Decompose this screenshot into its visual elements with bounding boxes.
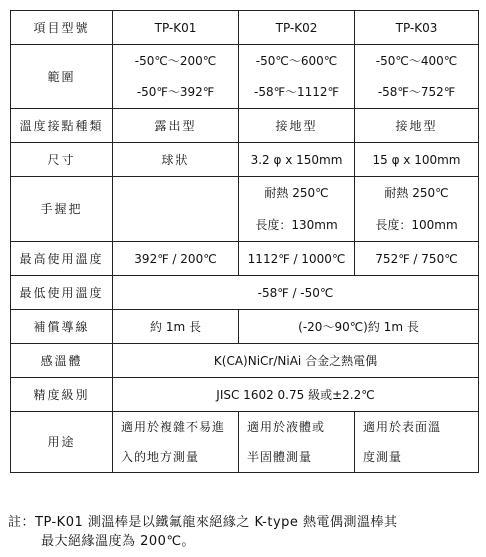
header-row (11, 11, 479, 45)
compensation-wire-k01: 約 1m 長 (113, 310, 239, 344)
range-fahrenheit-k01: -50℉～392℉ (136, 85, 215, 100)
usage-k01-line1: 適用於複雜不易進 (121, 420, 226, 434)
footnote-line-1: 註：TP-K01 測溫棒是以鐵氟龍來絕緣之 K-type 熱電偶測溫棒其 (8, 515, 398, 530)
range-fahrenheit-k03: -58℉～752℉ (377, 85, 456, 100)
junction-type-row (11, 109, 479, 143)
min-temp-row (11, 276, 479, 310)
range-celsius-k01: -50℃～200℃ (134, 53, 217, 68)
handle-cell-k02 (239, 177, 355, 242)
size-label: 尺寸 (11, 143, 113, 177)
handle-k01 (113, 177, 239, 242)
handle-heat-k02: 耐熱 250℃ (264, 186, 329, 200)
size-row (11, 143, 479, 177)
compensation-wire-row (11, 310, 479, 344)
range-cell-k02 (239, 45, 355, 109)
max-temp-k02: 1112℉ / 1000℃ (239, 242, 355, 276)
handle-row (11, 177, 479, 242)
range-label: 範圍 (11, 45, 113, 109)
footnote-line-2: 最大絕緣溫度為 200℃。 (41, 534, 196, 549)
usage-cell-k02 (239, 412, 355, 473)
accuracy-label: 精度級別 (11, 378, 113, 412)
handle-heat-k03: 耐熱 250℃ (384, 186, 449, 200)
min-temp-value: -58℉ / -50℃ (113, 276, 479, 310)
range-row (11, 45, 479, 109)
range-celsius-k02: -50℃～600℃ (255, 53, 338, 68)
sensor-label: 感溫體 (11, 344, 113, 378)
handle-cell-k03 (355, 177, 479, 242)
spec-table (10, 10, 479, 473)
compensation-wire-k02-k03: (-20～90℃)約 1m 長 (239, 310, 479, 344)
sensor-row (11, 344, 479, 378)
usage-k01-line2: 入的地方測量 (121, 450, 200, 464)
junction-type-k03: 接地型 (355, 109, 479, 143)
model-tp-k01: TP-K01 (113, 11, 239, 45)
usage-row (11, 412, 479, 473)
accuracy-value: JISC 1602 0.75 級或±2.2℃ (113, 378, 479, 412)
min-temp-label: 最低使用溫度 (11, 276, 113, 310)
usage-cell-k01 (113, 412, 239, 473)
range-cell-k01 (113, 45, 239, 109)
max-temp-row (11, 242, 479, 276)
size-k02: 3.2 φ x 150mm (239, 143, 355, 177)
header-item-cell: 項目型號 (11, 11, 113, 45)
usage-k02-line2: 半固體測量 (247, 450, 313, 464)
usage-cell-k03 (355, 412, 479, 473)
size-k01: 球狀 (113, 143, 239, 177)
compensation-wire-label: 補償導線 (11, 310, 113, 344)
range-fahrenheit-k02: -58℉～1112℉ (254, 85, 339, 100)
range-celsius-k03: -50℃～400℃ (375, 53, 458, 68)
max-temp-label: 最高使用溫度 (11, 242, 113, 276)
usage-k02-line1: 適用於液體或 (247, 420, 326, 434)
usage-k03-line2: 度測量 (363, 450, 403, 464)
accuracy-row (11, 378, 479, 412)
handle-length-k03: 長度：100mm (375, 218, 458, 232)
max-temp-k03: 752℉ / 750℃ (355, 242, 479, 276)
junction-type-label: 溫度接點種類 (11, 109, 113, 143)
usage-k03-line1: 適用於表面溫 (363, 420, 442, 434)
range-cell-k03 (355, 45, 479, 109)
size-k03: 15 φ x 100mm (355, 143, 479, 177)
sensor-value: K(CA)NiCr/NiAi 合金之熱電偶 (113, 344, 479, 378)
model-tp-k02: TP-K02 (239, 11, 355, 45)
max-temp-k01: 392℉ / 200℃ (113, 242, 239, 276)
junction-type-k01: 露出型 (113, 109, 239, 143)
usage-label: 用途 (11, 412, 113, 473)
handle-length-k02: 長度：130mm (255, 218, 338, 232)
footnote (8, 513, 478, 551)
handle-label: 手握把 (11, 177, 113, 242)
model-tp-k03: TP-K03 (355, 11, 479, 45)
junction-type-k02: 接地型 (239, 109, 355, 143)
